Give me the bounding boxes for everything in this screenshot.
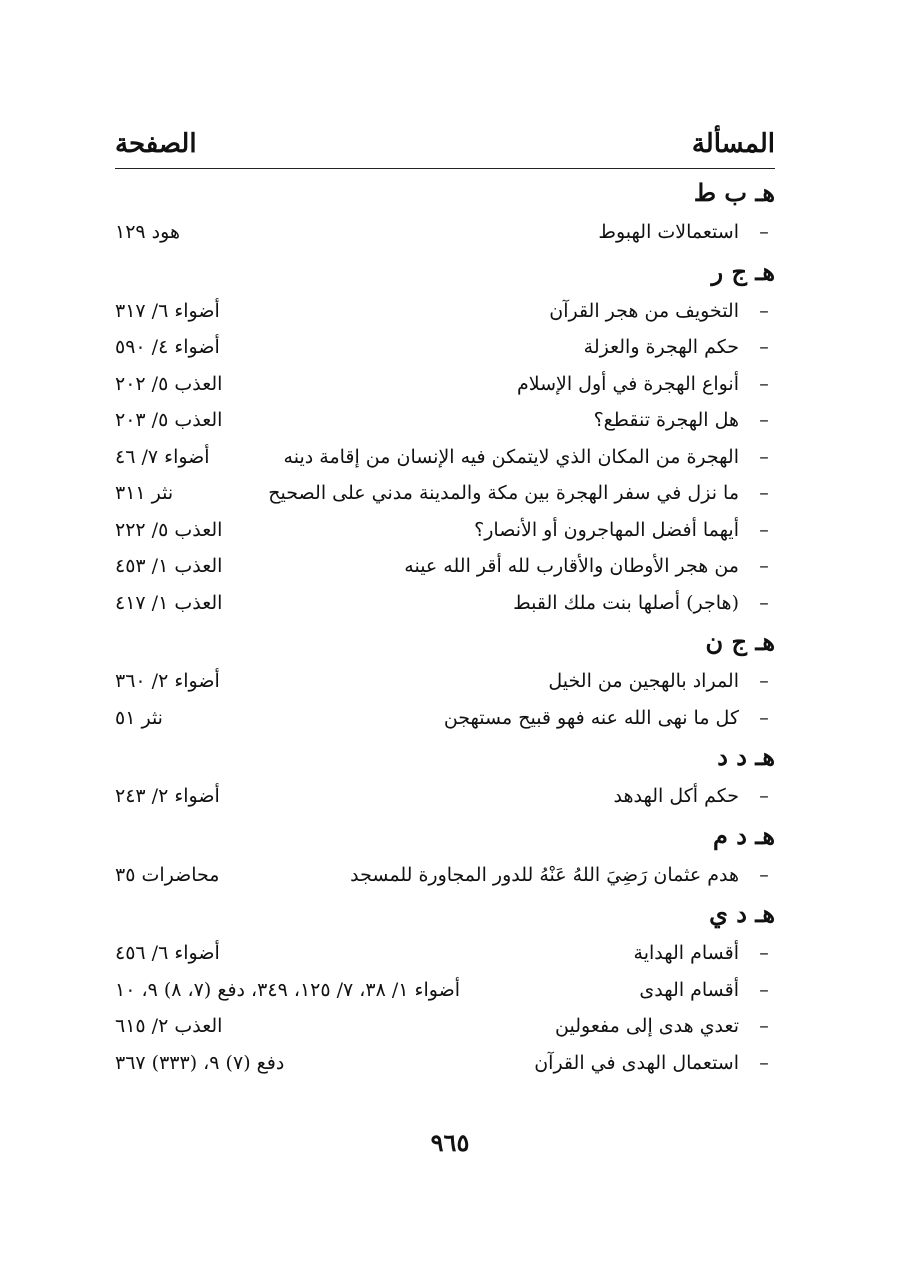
index-entry [115, 663, 775, 700]
entry-reference: العذب ١/ ٤٥٣ [115, 555, 223, 577]
entry-text: ما نزل في سفر الهجرة بين مكة والمدينة مدني على الصحيح [268, 482, 739, 504]
index-entry [115, 366, 775, 403]
entry-text: أقسام الهداية [633, 942, 739, 964]
section-title: هـ د م [713, 820, 775, 850]
entry-dash: – [759, 482, 769, 504]
index-entry [115, 329, 775, 366]
entry-dash: – [759, 706, 769, 729]
entry-reference: نثر ٣١١ [115, 482, 174, 504]
index-entry [115, 1045, 775, 1082]
section-title: هـ د ي [709, 899, 775, 928]
entry-text: استعمالات الهبوط [598, 221, 739, 243]
header-rule [115, 168, 775, 169]
entry-dash: – [759, 409, 769, 431]
entry-reference: محاضرات ٣٥ [115, 863, 220, 886]
index-entry [115, 402, 775, 439]
index-entry [115, 475, 775, 512]
topic-column-label: المسألة [691, 129, 775, 159]
entry-dash: – [759, 591, 769, 614]
index-entry [115, 293, 775, 330]
entry-reference: دفع (٧) ٩، (٣٣٣) ٣٦٧ [115, 1051, 285, 1074]
entry-dash: – [759, 299, 769, 322]
entry-text: كل ما نهى الله عنه فهو قبيح مستهجن [443, 706, 739, 729]
entry-text: حكم الهجرة والعزلة [583, 336, 739, 358]
entry-reference: العذب ٥/ ٢٠٢ [115, 372, 223, 395]
entry-reference: العذب ٢/ ٦١٥ [115, 1015, 223, 1037]
entry-text: الهجرة من المكان الذي لايتمكن فيه الإنسان من إقامة دينه [283, 445, 739, 468]
entry-dash: – [759, 863, 769, 886]
index-entry [115, 585, 775, 622]
entry-dash: – [759, 670, 769, 692]
entry-reference: أضواء ٤/ ٥٩٠ [115, 336, 220, 358]
entry-dash: – [759, 978, 769, 1001]
entry-reference: أضواء ٢/ ٢٤٣ [115, 785, 220, 807]
index-content [115, 172, 775, 1081]
section-title: هـ ج ر [711, 256, 775, 286]
entry-dash: – [759, 942, 769, 964]
entry-reference: أضواء ٦/ ٤٥٦ [115, 942, 220, 964]
entry-reference: العذب ٥/ ٢٠٣ [115, 409, 223, 431]
index-entry [115, 935, 775, 972]
page-number: ٩٦٥ [430, 1128, 470, 1157]
entry-text: تعدي هدى إلى مفعولين [555, 1015, 739, 1037]
index-entry [115, 214, 775, 251]
entry-text: التخويف من هجر القرآن [549, 299, 739, 322]
entry-text: أقسام الهدى [639, 978, 739, 1001]
entry-dash: – [759, 372, 769, 395]
entry-text: هدم عثمان رَضِيَ اللهُ عَنْهُ للدور المجاورة للمسجد [350, 863, 739, 886]
entry-text: أنواع الهجرة في أول الإسلام [517, 372, 739, 395]
index-entry [115, 439, 775, 476]
entry-reference: نثر ٥١ [115, 706, 163, 729]
index-entry [115, 778, 775, 815]
entry-dash: – [759, 1051, 769, 1074]
section-title: هـ د د [717, 742, 775, 771]
entry-dash: – [759, 518, 769, 541]
entry-reference: أضواء ١/ ٣٨، ٧/ ١٢٥، ٣٤٩، دفع (٧، ٨) ٩، ١٠ [115, 978, 460, 1001]
entry-reference: هود ١٢٩ [115, 221, 180, 243]
index-entry [115, 700, 775, 737]
index-entry [115, 1008, 775, 1045]
entry-dash: – [759, 1015, 769, 1037]
entry-text: استعمال الهدى في القرآن [534, 1051, 739, 1074]
page-column-label: الصفحة [115, 129, 197, 159]
entry-dash: – [759, 336, 769, 358]
entry-reference: أضواء ٦/ ٣١٧ [115, 299, 220, 322]
entry-reference: العذب ٥/ ٢٢٢ [115, 518, 223, 541]
column-header [115, 122, 775, 166]
section-title: هـ ج ن [705, 627, 775, 656]
entry-text: المراد بالهجين من الخيل [548, 670, 739, 692]
entry-text: (هاجر) أصلها بنت ملك القبط [513, 591, 739, 614]
entry-dash: – [759, 785, 769, 807]
index-entry [115, 857, 775, 894]
entry-text: حكم أكل الهدهد [613, 785, 739, 807]
entry-dash: – [759, 555, 769, 577]
index-entry [115, 972, 775, 1009]
entry-dash: – [759, 221, 769, 243]
entry-reference: أضواء ٧/ ٤٦ [115, 445, 210, 468]
section-title: هـ ب ط [693, 178, 775, 207]
entry-reference: أضواء ٢/ ٣٦٠ [115, 670, 220, 692]
index-entry [115, 512, 775, 549]
entry-dash: – [759, 445, 769, 468]
entry-text: هل الهجرة تنقطع؟ [593, 409, 739, 431]
entry-text: أيهما أفضل المهاجرون أو الأنصار؟ [474, 518, 739, 541]
entry-reference: العذب ١/ ٤١٧ [115, 591, 223, 614]
index-entry [115, 548, 775, 585]
entry-text: من هجر الأوطان والأقارب لله أقر الله عينه [404, 555, 739, 577]
